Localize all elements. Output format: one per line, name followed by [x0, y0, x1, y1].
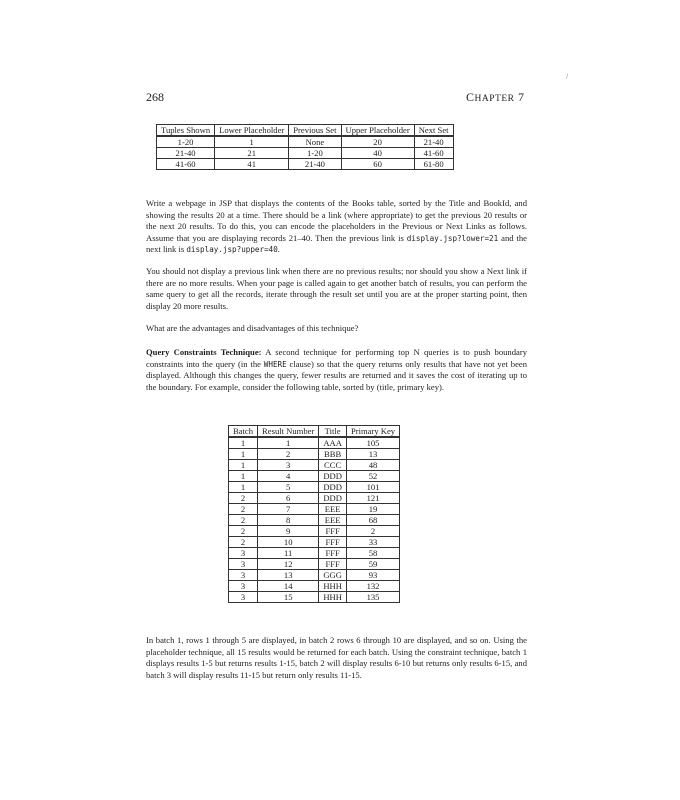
chapter-number: 7 — [517, 90, 525, 104]
table-cell: EEE — [319, 504, 347, 515]
table-cell: 1 — [215, 136, 289, 148]
column-header: Title — [319, 426, 347, 438]
table-row — [229, 581, 400, 592]
table-row — [157, 159, 454, 170]
table-cell: DDD — [319, 471, 347, 482]
table-row — [229, 559, 400, 570]
table-cell: DDD — [319, 482, 347, 493]
table-row — [229, 515, 400, 526]
table-row — [157, 148, 454, 159]
table-row — [229, 460, 400, 471]
table-cell: 3 — [229, 559, 258, 570]
table-cell: None — [289, 136, 341, 148]
table-cell: 21-40 — [157, 148, 215, 159]
table-header-row — [229, 426, 400, 438]
table-row — [229, 526, 400, 537]
table-cell: 3 — [258, 460, 319, 471]
table-cell: 11 — [258, 548, 319, 559]
table-cell: 59 — [346, 559, 399, 570]
tuples-table — [156, 124, 454, 170]
column-header: Primary Key — [346, 426, 399, 438]
section-title: Query Constraints Technique: — [146, 347, 262, 357]
table-header-row — [157, 125, 454, 137]
table-cell: 3 — [229, 548, 258, 559]
table-cell: 6 — [258, 493, 319, 504]
column-header: Lower Placeholder — [215, 125, 289, 137]
table-cell: 1 — [229, 471, 258, 482]
table-cell: 19 — [346, 504, 399, 515]
table-cell: 40 — [341, 148, 414, 159]
table-cell: 52 — [346, 471, 399, 482]
table-cell: 68 — [346, 515, 399, 526]
table-cell: 3 — [229, 592, 258, 603]
table-cell: 8 — [258, 515, 319, 526]
code-previous-link: display.jsp?lower=21 — [406, 233, 499, 243]
code-where: WHERE — [263, 359, 287, 369]
table-cell: EEE — [319, 515, 347, 526]
table-cell: 58 — [346, 548, 399, 559]
table-cell: 2 — [229, 537, 258, 548]
chapter-initial: C — [466, 90, 475, 104]
table-cell: 2 — [258, 449, 319, 460]
table-row — [229, 504, 400, 515]
paragraph-query-constraints — [146, 347, 527, 393]
table-cell: 15 — [258, 592, 319, 603]
table-cell: 1 — [229, 482, 258, 493]
table-cell: 21-40 — [289, 159, 341, 170]
table-cell: 21-40 — [414, 136, 453, 148]
column-header: Upper Placeholder — [341, 125, 414, 137]
table-cell: 13 — [346, 449, 399, 460]
table-cell: 121 — [346, 493, 399, 504]
table-cell: 3 — [229, 581, 258, 592]
paragraph-question: What are the advantages and disadvantages of this technique? — [146, 323, 359, 333]
table-cell: 1 — [229, 460, 258, 471]
table-cell: GGG — [319, 570, 347, 581]
paragraph-batch-explanation: In batch 1, rows 1 through 5 are displayed, in batch 2 rows 6 through 10 are displayed, and so on. Using the placeholder technique, all 15 results would be returned for each batch. Using the constraint technique, batch 1 displays results 1-5 but returns results 1-15, batch 2 will display results 6-10 but returns only results 6-15, and batch 3 will display results 11-15 but return only results 11-15. — [146, 635, 527, 680]
table-row — [229, 537, 400, 548]
table-cell: 13 — [258, 570, 319, 581]
table-cell: DDD — [319, 493, 347, 504]
chapter-heading — [466, 90, 524, 105]
paragraph-link-display: You should not display a previous link when there are no previous results; nor should you show a Next link if there are no more results. When your page is called again to get another batch of results, you can perform the same query to get all the records, iterate through the result set until you are at the proper starting point, then display 20 more results. — [146, 266, 527, 311]
table-cell: 33 — [346, 537, 399, 548]
table-cell: 105 — [346, 437, 399, 449]
table-cell: 5 — [258, 482, 319, 493]
table-cell: 41-60 — [157, 159, 215, 170]
table-cell: 1 — [229, 437, 258, 449]
table-cell: FFF — [319, 537, 347, 548]
table-cell: FFF — [319, 559, 347, 570]
table-cell: 4 — [258, 471, 319, 482]
table-cell: 1 — [229, 449, 258, 460]
column-header: Result Number — [258, 426, 319, 438]
paragraph-text: and the next link is — [146, 232, 527, 254]
table-cell: HHH — [319, 592, 347, 603]
paragraph-text: A second technique for performing top N queries is to push boundary constraints into the query (in the — [146, 347, 527, 369]
table-row — [229, 449, 400, 460]
table-cell: 1-20 — [289, 148, 341, 159]
table-cell: CCC — [319, 460, 347, 471]
table-cell: HHH — [319, 581, 347, 592]
table-row — [229, 493, 400, 504]
code-next-link: display.jsp?upper=40 — [186, 245, 278, 254]
table-cell: 48 — [346, 460, 399, 471]
table-row — [157, 136, 454, 148]
table-cell: 2 — [229, 493, 258, 504]
table-row — [229, 437, 400, 449]
table-cell: 14 — [258, 581, 319, 592]
table-cell: 7 — [258, 504, 319, 515]
column-header: Next Set — [414, 125, 453, 137]
paragraph-text: . — [277, 244, 280, 254]
table-cell: AAA — [319, 437, 347, 449]
table-cell: 1-20 — [157, 136, 215, 148]
table-cell: 2 — [346, 526, 399, 537]
paragraph-text: Write a webpage in JSP that displays the contents of the Books table, sorted by the Title and BookId, and showing the results 20 at a time. There should be a link (where appropriate) to get the previous 20 results or the next 20 results. To do this, you can encode the placeholders in the Previous or Next Links as follows. Assume that you are displaying records 21–40. Then the previous link is — [146, 198, 527, 243]
table-cell: 12 — [258, 559, 319, 570]
margin-mark: / — [566, 72, 569, 81]
table-cell: 41 — [215, 159, 289, 170]
table-cell: 132 — [346, 581, 399, 592]
table-row — [229, 482, 400, 493]
table-cell: 101 — [346, 482, 399, 493]
column-header: Previous Set — [289, 125, 341, 137]
table-cell: 60 — [341, 159, 414, 170]
batches-table — [228, 425, 400, 603]
table-cell: 3 — [229, 570, 258, 581]
table-cell: 135 — [346, 592, 399, 603]
paragraph-text: clause) so that the query returns only results that have not yet been displayed. Although this changes the query, fewer results are returned and it saves the cost of iterating up to the boundary. For example, consider the following table, sorted by (title, primary key). — [146, 358, 527, 392]
page-number: 268 — [146, 90, 164, 104]
table-row — [229, 592, 400, 603]
table-cell: 21 — [215, 148, 289, 159]
table-row — [229, 548, 400, 559]
table-cell: 2 — [229, 504, 258, 515]
table-cell: 2 — [229, 526, 258, 537]
table-cell: FFF — [319, 548, 347, 559]
column-header: Tuples Shown — [157, 125, 215, 137]
table-cell: 9 — [258, 526, 319, 537]
column-header: Batch — [229, 426, 258, 438]
table-cell: FFF — [319, 526, 347, 537]
table-cell: 10 — [258, 537, 319, 548]
chapter-rest: HAPTER — [474, 94, 515, 104]
table-cell: 20 — [341, 136, 414, 148]
table-cell: 61-80 — [414, 159, 453, 170]
table-cell: 41-60 — [414, 148, 453, 159]
table-cell: 93 — [346, 570, 399, 581]
table-cell: BBB — [319, 449, 347, 460]
table-cell: 1 — [258, 437, 319, 449]
table-cell: 2 — [229, 515, 258, 526]
paragraph-jsp-exercise — [146, 198, 527, 256]
table-row — [229, 570, 400, 581]
table-row — [229, 471, 400, 482]
